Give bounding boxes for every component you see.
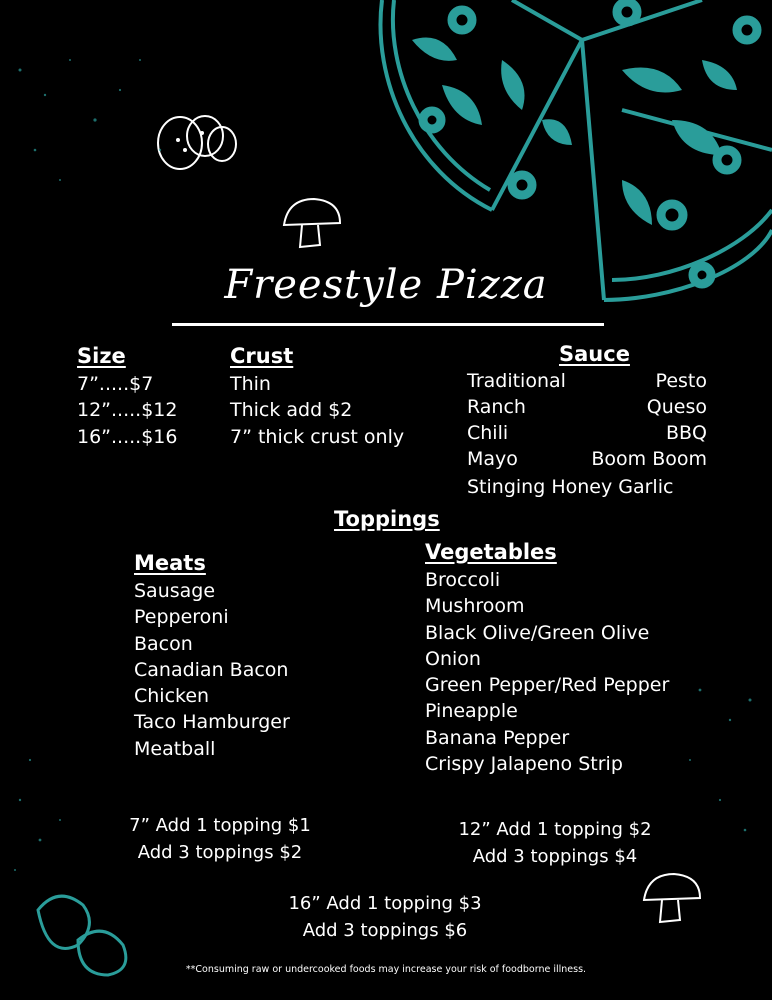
page-title: Freestyle Pizza bbox=[224, 262, 548, 308]
list-item: 7” thick crust only bbox=[230, 425, 405, 448]
list-item: Queso bbox=[646, 396, 707, 418]
sauce-header: Sauce bbox=[559, 342, 630, 366]
meats-header: Meats bbox=[134, 551, 206, 575]
crust-header: Crust bbox=[230, 344, 294, 368]
list-item: Chicken bbox=[134, 685, 210, 708]
list-item: Mayo bbox=[467, 448, 518, 470]
list-item: Black Olive/Green Olive bbox=[425, 621, 650, 644]
list-item: Broccoli bbox=[425, 569, 501, 591]
list-item: Stinging Honey Garlic bbox=[467, 476, 674, 498]
list-item: Chili bbox=[467, 422, 509, 444]
list-item: Pesto bbox=[655, 370, 707, 392]
price-line: Add 3 toppings $4 bbox=[472, 846, 638, 867]
size-header: Size bbox=[77, 344, 126, 368]
price-block-7 bbox=[100, 812, 340, 866]
list-item: Crispy Jalapeno Strip bbox=[425, 753, 623, 776]
vegetables-header: Vegetables bbox=[425, 540, 557, 564]
list-item: Bacon bbox=[134, 632, 193, 655]
list-item: Ranch bbox=[467, 396, 526, 418]
list-item: Thin bbox=[230, 373, 271, 395]
list-item: Mushroom bbox=[425, 595, 525, 618]
list-item: Thick add $2 bbox=[230, 399, 353, 422]
price-line: 12” Add 1 topping $2 bbox=[458, 819, 652, 840]
vegetables-list bbox=[425, 567, 669, 777]
list-item: Traditional bbox=[467, 370, 566, 392]
list-item: 7”.....$7 bbox=[77, 373, 154, 395]
size-list bbox=[77, 371, 177, 450]
sauce-list bbox=[467, 368, 707, 472]
list-item: Sausage bbox=[134, 580, 216, 602]
list-item: Banana Pepper bbox=[425, 726, 570, 749]
list-item: 12”.....$12 bbox=[77, 399, 178, 422]
list-item: Pineapple bbox=[425, 700, 518, 723]
disclaimer: **Consuming raw or undercooked foods may increase your risk of foodborne illness. bbox=[185, 964, 587, 975]
price-line: Add 3 toppings $6 bbox=[302, 920, 468, 941]
title-divider bbox=[172, 323, 604, 326]
list-item: Pepperoni bbox=[134, 606, 229, 629]
price-line: 16” Add 1 topping $3 bbox=[288, 893, 482, 914]
list-item: Meatball bbox=[134, 737, 216, 760]
list-item: Canadian Bacon bbox=[134, 658, 289, 681]
list-item: Taco Hamburger bbox=[134, 711, 290, 734]
list-item: Green Pepper/Red Pepper bbox=[425, 674, 670, 697]
list-item: Boom Boom bbox=[591, 448, 707, 470]
list-item: BBQ bbox=[665, 422, 707, 444]
price-block-12 bbox=[430, 816, 680, 870]
price-block-16 bbox=[260, 890, 510, 944]
price-line: 7” Add 1 topping $1 bbox=[129, 815, 311, 836]
toppings-header: Toppings bbox=[334, 507, 440, 531]
list-item: Onion bbox=[425, 647, 481, 670]
list-item: 16”.....$16 bbox=[77, 425, 178, 448]
price-line: Add 3 toppings $2 bbox=[137, 842, 303, 863]
meats-list bbox=[134, 578, 290, 762]
crust-list bbox=[230, 371, 404, 450]
